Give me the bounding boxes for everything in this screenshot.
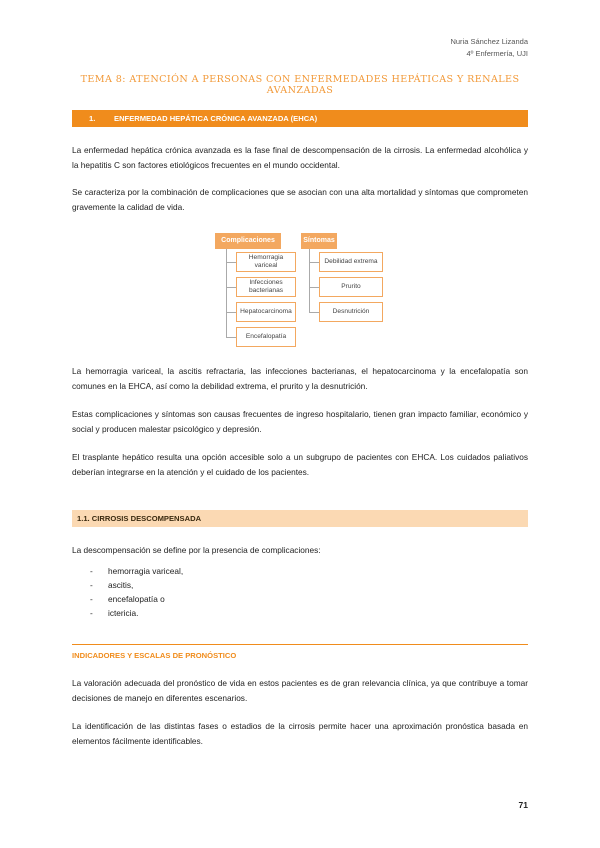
- connector-branch: [226, 312, 236, 313]
- paragraph-definition: La enfermedad hepática crónica avanzada es la fase final de descompensación de la cirrosis. La enfermedad alcohólica y la hepatitis C son factores etiológicos frecuentes en el mundo occidental.: [72, 145, 528, 170]
- list-bullet: -: [90, 566, 93, 576]
- paragraph-decompensation-intro: La descompensación se define por la presencia de complicaciones:: [72, 545, 321, 555]
- list-item-text: encefalopatía o: [108, 594, 165, 604]
- complications-symptoms-diagram: [212, 230, 412, 348]
- list-bullet: -: [90, 594, 93, 604]
- complications-header: Complicaciones: [215, 233, 281, 249]
- section-title: ENFERMEDAD HEPÁTICA CRÓNICA AVANZADA (EHCA): [114, 114, 318, 123]
- connector-branch: [226, 287, 236, 288]
- paragraph-characteristics: Se caracteriza por la combinación de complicaciones que se asocian con una alta mortalidad y síntomas que comprometen gravemente la calidad de vida.: [72, 187, 528, 212]
- symptom-box: Prurito: [319, 277, 383, 297]
- paragraph-complications: La hemorragia variceal, la ascitis refractaria, las infecciones bacterianas, el hepatocarcinoma y la encefalopatía son comunes en la EHCA, así como la debilidad extrema, el prurito y la desnutrición.: [72, 366, 528, 391]
- section-heading-ehca: [72, 110, 528, 127]
- list-bullet: -: [90, 608, 93, 618]
- complication-box: Hepatocarcinoma: [236, 302, 296, 322]
- section-divider: [72, 644, 528, 645]
- paragraph-impact: Estas complicaciones y síntomas son causas frecuentes de ingreso hospitalario, tienen gran impacto familiar, económico y social y producen malestar psicológico y depresión.: [72, 409, 528, 434]
- connector-branch: [309, 262, 319, 263]
- indicators-heading: INDICADORES Y ESCALAS DE PRONÓSTICO: [72, 651, 237, 660]
- paragraph-prognosis-stages: La identificación de las distintas fases o estadios de la cirrosis permite hacer una aproximación pronóstica basada en elementos fácilmente identificables.: [72, 721, 528, 746]
- page-number: 71: [518, 800, 528, 810]
- complication-box: Encefalopatía: [236, 327, 296, 347]
- connector-branch: [309, 287, 319, 288]
- subsection-heading-cirrosis: [72, 510, 528, 527]
- complication-box: Hemorragia variceal: [236, 252, 296, 272]
- symptoms-header: Síntomas: [301, 233, 337, 249]
- header-course: 4º Enfermería, UJI: [466, 49, 528, 58]
- symptom-box: Debilidad extrema: [319, 252, 383, 272]
- list-item-text: hemorragia variceal,: [108, 566, 184, 576]
- page-title: TEMA 8: ATENCIÓN A PERSONAS CON ENFERMEDADES HEPÁTICAS Y RENALES AVANZADAS: [80, 74, 520, 96]
- connector-branch: [226, 337, 236, 338]
- complication-box: Infecciones bacterianas: [236, 277, 296, 297]
- paragraph-transplant: El trasplante hepático resulta una opción accesible solo a un subgrupo de pacientes con EHCA. Los cuidados paliativos deberían integrarse en la atención y el cuidado de los pacientes.: [72, 452, 528, 477]
- paragraph-prognosis-value: La valoración adecuada del pronóstico de vida en estos pacientes es de gran relevancia clínica, ya que contribuye a tomar decisiones de manejo en diferentes escenarios.: [72, 678, 528, 703]
- connector-branch: [309, 312, 319, 313]
- list-bullet: -: [90, 580, 93, 590]
- symptom-box: Desnutrición: [319, 302, 383, 322]
- symptoms-connector: [309, 249, 310, 312]
- header-author: Nuria Sánchez Lizanda: [450, 37, 528, 46]
- connector-branch: [226, 262, 236, 263]
- section-number: 1.: [89, 114, 96, 123]
- list-item-text: ascitis,: [108, 580, 134, 590]
- subsection-title: 1.1. CIRROSIS DESCOMPENSADA: [77, 514, 202, 523]
- list-item-text: ictericia.: [108, 608, 139, 618]
